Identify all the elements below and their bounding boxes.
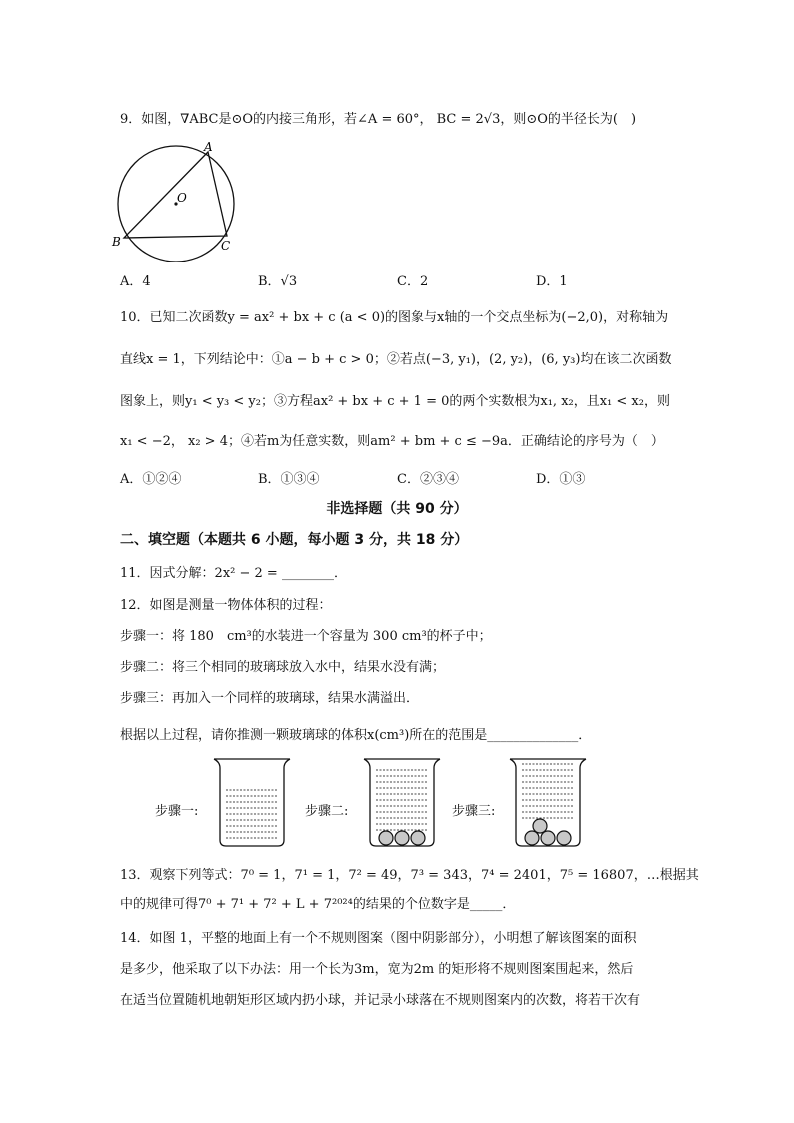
q9-circle-figure xyxy=(110,142,250,262)
q12-stem: 12．如图是测量一物体体积的过程： xyxy=(120,598,332,613)
q10-option-a: A．①②④ xyxy=(120,472,182,487)
label-o: O xyxy=(177,191,187,205)
q13-line-2: 中的规律可得7⁰ + 7¹ + 7² + L + 7²⁰²⁴的结果的个位数字是_____． xyxy=(120,897,516,912)
q9-stem: 9．如图，∇ABC是⊙O的内接三角形，若∠A = 60°， BC = 2√3，则⊙O的半径长为( ) xyxy=(120,112,637,127)
label-b: B xyxy=(112,235,121,249)
q11-line: 11．因式分解：2x² − 2 = ________． xyxy=(120,566,347,581)
q9-option-b: B．√3 xyxy=(258,274,298,289)
q12-step-1: 步骤一：将 180 cm³的水装进一个容量为 300 cm³的杯子中； xyxy=(120,629,492,644)
label-c: C xyxy=(221,239,231,253)
q10-line-1: 10．已知二次函数y = ax² + bx + c (a < 0)的图象与x轴的一个交点坐标为(−2,0)，对称轴为 xyxy=(120,310,669,325)
beaker-label-1: 步骤一: xyxy=(155,804,199,819)
triangle-abc xyxy=(124,152,227,238)
beaker-label-2: 步骤二: xyxy=(305,804,349,819)
section-nonchoice-title: 非选择题（共 90 分） xyxy=(326,501,468,517)
q13-line-1: 13．观察下列等式：7⁰ = 1，7¹ = 1，7² = 49，7³ = 343，7⁴ = 2401，7⁵ = 16807，…根据其 xyxy=(120,868,699,883)
q10-option-d: D．①③ xyxy=(536,472,586,487)
beaker-step-3 xyxy=(506,756,590,850)
beaker-step-1 xyxy=(210,756,294,850)
q12-step-3: 步骤三：再加入一个同样的玻璃球，结果水满溢出． xyxy=(120,691,420,706)
q12-question: 根据以上过程，请你推测一颗玻璃球的体积x(cm³)所在的范围是______________． xyxy=(120,728,592,743)
q14-line-1: 14．如图 1，平整的地面上有一个不规则图案（图中阴影部分），小明想了解该图案的面积 xyxy=(120,931,637,946)
q10-option-c: C．②③④ xyxy=(397,472,459,487)
q14-line-3: 在适当位置随机地朝矩形区域内扔小球，并记录小球落在不规则图案内的次数，将若干次有 xyxy=(120,993,641,1008)
q10-option-b: B．①③④ xyxy=(258,472,320,487)
q9-option-d: D．1 xyxy=(536,274,568,289)
q9-option-a: A．4 xyxy=(120,274,151,289)
beaker-label-3: 步骤三: xyxy=(452,804,496,819)
q9-option-c: C．2 xyxy=(397,274,429,289)
label-a: A xyxy=(204,142,213,154)
q14-line-2: 是多少，他采取了以下办法：用一个长为3m，宽为2m 的矩形将不规则图案围起来，然后 xyxy=(120,962,634,977)
q12-step-2: 步骤二：将三个相同的玻璃球放入水中，结果水没有满； xyxy=(120,660,446,675)
q10-line-2: 直线x = 1，下列结论中：①a − b + c > 0；②若点(−3, y₁)，(2, y₂)，(6, y₃)均在该二次函数 xyxy=(120,352,672,367)
section-fill-title: 二、填空题（本题共 6 小题，每小题 3 分，共 18 分） xyxy=(120,532,469,548)
q10-line-3: 图象上，则y₁ < y₃ < y₂；③方程ax² + bx + c + 1 = 0的两个实数根为x₁, x₂，且x₁ < x₂，则 xyxy=(120,394,670,409)
beaker-step-2 xyxy=(360,756,444,850)
q10-line-4: x₁ < −2， x₂ > 4；④若m为任意实数，则am² + bm + c ≤ −9a．正确结论的序号为（ ） xyxy=(120,434,664,449)
